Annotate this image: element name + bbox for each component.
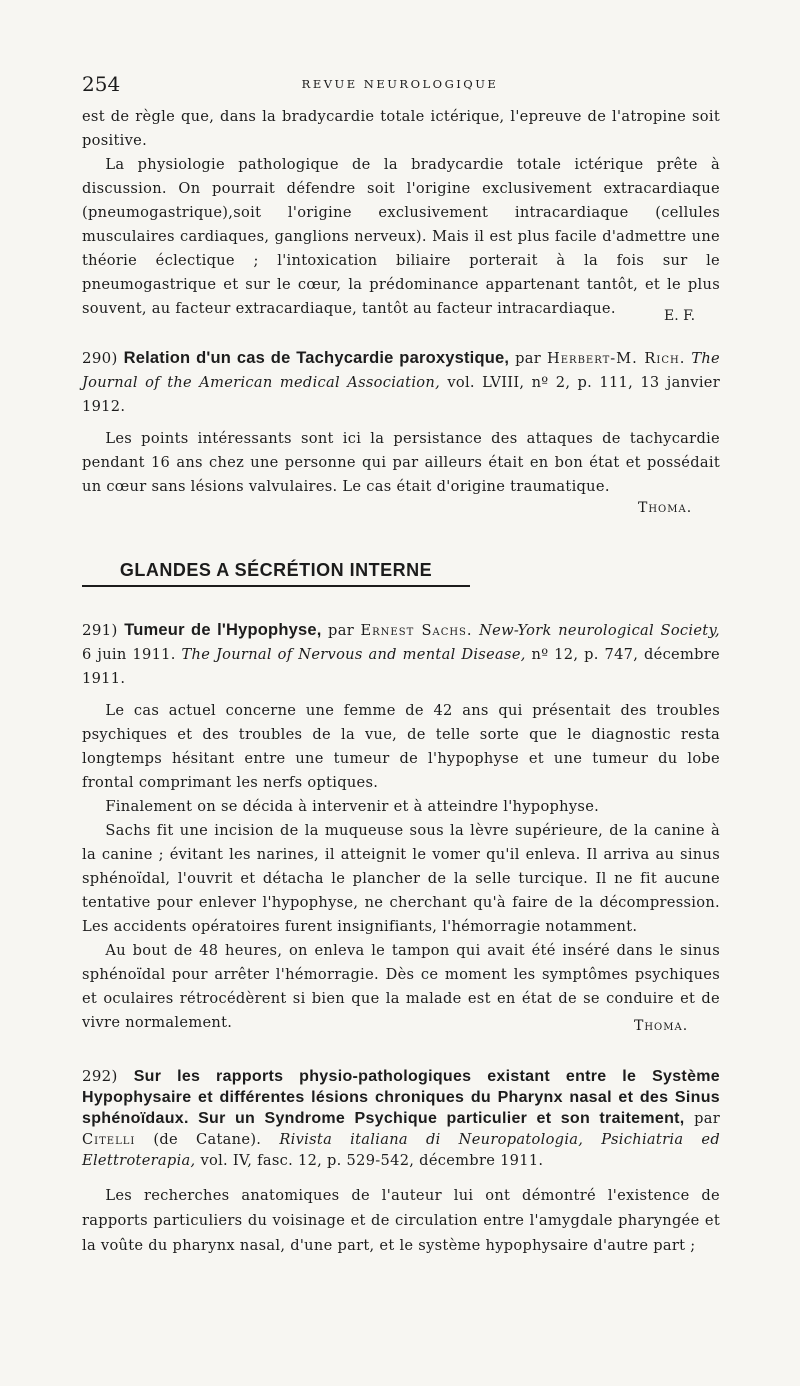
intro-paragraph-1: est de règle que, dans la bradycardie totale ictérique, l'epreuve de l'atropine soit positive.	[82, 108, 720, 149]
entry-290-heading	[82, 346, 720, 419]
entry-292-ref: vol. IV, fasc. 12, p. 529-542, décembre 1911.	[200, 1152, 544, 1169]
running-head: REVUE NEUROLOGIQUE	[301, 77, 499, 91]
entry-292-journal: Rivista italiana di Neuropatologia, Psichiatria ed Elettroterapia,	[82, 1131, 720, 1169]
entry-291-date: 6 juin 1911.	[82, 646, 176, 663]
entry-290-ref: vol. LVIII, nº 2, p. 111, 13 janvier 1912.	[82, 374, 720, 415]
entry-291-ref: nº 12, p. 747, décembre 1911.	[82, 646, 720, 687]
entry-292-number: 292)	[82, 1067, 118, 1085]
page-number: 254	[82, 72, 121, 96]
entry-290-journal: The Journal of the American medical Association,	[82, 350, 720, 391]
entry-291-heading	[82, 618, 720, 691]
entry-291-author: Ernest Sachs.	[360, 622, 473, 639]
intro-signature: E. F.	[664, 308, 696, 324]
entry-290-title: Relation d'un cas de Tachycardie paroxystique,	[123, 349, 510, 367]
section-title: GLANDES A SÉCRÉTION INTERNE	[119, 560, 433, 580]
entry-290-by: par	[515, 350, 542, 367]
entry-292-place: (de Catane).	[153, 1131, 262, 1148]
entry-292-title: Sur les rapports physio-pathologiques existant entre le Système Hypophysaire et différentes lésions chroniques du Pharynx nasal et des Sinus sphénoïdaux. Sur un Syndrome Psychique particulier et son traitement,	[82, 1068, 720, 1127]
entry-291-paragraph-1: Le cas actuel concerne une femme de 42 ans qui présentait des troubles psychiques et des troubles de la vue, de telle sorte que le diagnostic resta longtemps hésitant entre une tumeur de l'hypophyse et une tumeur du lobe frontal comprimant les nerfs optiques.	[82, 702, 720, 791]
entry-292-body: Les recherches anatomiques de l'auteur lui ont démontré l'existence de rapports particuliers du voisinage et de circulation entre l'amygdale pharyngée et la voûte du pharynx nasal, d'une part, et le système hypophysaire d'autre part ;	[82, 1187, 720, 1254]
entry-290-body: Les points intéressants sont ici la persistance des attaques de tachycardie pendant 16 ans chez une personne qui par ailleurs était en bon état et possédait un cœur sans lésions valvulaires. Le cas était d'origine traumatique.	[82, 430, 720, 495]
entry-290-author: Herbert-M. Rich.	[547, 350, 686, 367]
intro-paragraph-2: La physiologie pathologique de la bradycardie totale ictérique prête à discussion. On pourrait défendre soit l'origine exclusivement extracardiaque (pneumogastrique),soit l'origine exclusivement intracardiaque (cellules musculaires cardiaques, ganglions nerveux). Mais il est plus facile d'admettre une théorie éclectique ; l'intoxication biliaire porterait à la fois sur le pneumogastrique et sur le cœur, la prédominance appartenant tantôt, et le plus souvent, au facteur extracardiaque, tantôt au facteur intracardiaque.	[82, 156, 720, 317]
entry-291	[82, 618, 720, 1035]
entry-290	[82, 346, 720, 499]
entry-291-paragraph-2: Finalement on se décida à intervenir et à atteindre l'hypophyse.	[105, 798, 600, 815]
entry-291-by: par	[328, 622, 354, 639]
entry-292-author: Citelli	[82, 1131, 136, 1148]
section-rule	[82, 585, 470, 587]
intro-block	[82, 105, 720, 321]
entry-291-journal-1: New-York neurological Society,	[479, 622, 720, 639]
entry-292	[82, 1066, 720, 1258]
entry-291-paragraph-3: Sachs fit une incision de la muqueuse sous la lèvre supérieure, de la canine à la canine ; évitant les narines, il atteignit le vomer qu'il enleva. Il arriva au sinus sphénoïdal, l'ouvrit et détacha le plancher de la selle turcique. Il ne fit aucune tentative pour enlever l'hypophyse, ne cherchant qu'à faire de la décompression. Les accidents opératoires furent insignifiants, l'hémorragie notamment.	[82, 822, 720, 935]
entry-292-heading	[82, 1066, 720, 1171]
entry-290-number: 290)	[82, 349, 118, 367]
entry-291-number: 291)	[82, 621, 118, 639]
entry-292-by: par	[694, 1110, 720, 1127]
entry-291-signature: Thoma.	[634, 1018, 689, 1034]
entry-291-title: Tumeur de l'Hypophyse,	[124, 621, 322, 639]
entry-291-paragraph-4: Au bout de 48 heures, on enleva le tampon qui avait été inséré dans le sinus sphénoïdal pour arrêter l'hémorragie. Dès ce moment les symptômes psychiques et oculaires rétrocédèrent si bien que la malade est en état de se conduire et de vivre normalement.	[82, 942, 720, 1031]
entry-290-signature: Thoma.	[638, 500, 693, 516]
entry-291-journal-2: The Journal of Nervous and mental Disease,	[181, 646, 526, 663]
